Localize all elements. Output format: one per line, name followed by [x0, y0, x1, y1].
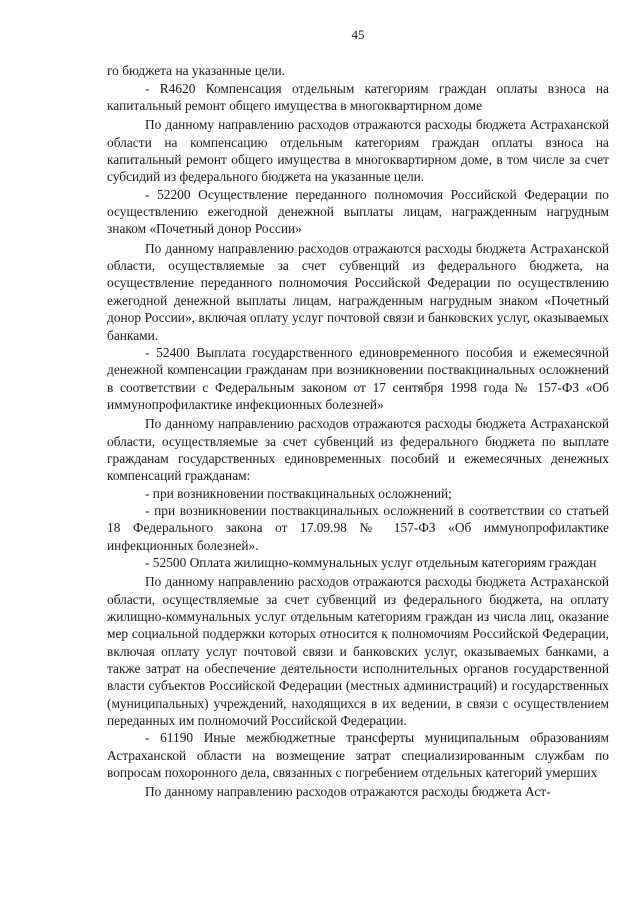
paragraph-body-r4620: По данному направлению расходов отражаются расходы бюджета Астраханской области на компенсацию отдельным категориям граждан оплаты взноса на капитальный ремонт общего имущества в многоквартирном доме, в том числе за счет субсидий из федерального бюджета на указанные цели.	[107, 117, 609, 185]
paragraph-heading-52500: - 52500 Оплата жилищно-коммунальных услуг отдельным категориям граждан	[145, 554, 597, 570]
page-number: 45	[351, 27, 365, 42]
paragraph-heading-52400: - 52400 Выплата государственного единовременного пособия и ежемесячной денежной компенсации гражданам при возникновении поствакцинальных осложнений в соответствии с Федеральным законом от 17 сентября 1998 года № 157-ФЗ «Об иммунопрофилактике инфекционных болезней»	[107, 344, 609, 412]
paragraph-heading-61190: - 61190 Иные межбюджетные трансферты муниципальным образованиям Астраханской области на возмещение затрат специализированным службам по вопросам похоронного дела, связанных с погребением отдельных категорий умерших	[107, 730, 609, 781]
paragraph-heading-52200: - 52200 Осуществление переданного полномочия Российской Федерации по осуществлению ежегодной денежной выплаты лицам, награжденным нагрудным знаком «Почетный донор России»	[107, 186, 609, 237]
paragraph-body-52200: По данному направлению расходов отражаются расходы бюджета Астраханской области, осуществляемые за счет субвенций из федерального бюджета, на осуществление переданного полномочия Российской Федерации по осуществлению ежегодной денежной выплаты лицам, награжденным нагрудным знаком «Почетный донор России», включая оплату услуг почтовой связи и банковских услуг, оказываемых банками.	[107, 240, 609, 343]
paragraph-list-item-2: - при возникновении поствакцинальных осложнений в соответствии со статьей 18 Федерального закона от 17.09.98 № 157-ФЗ «Об иммунопрофилактике инфекционных болезней».	[107, 502, 609, 553]
paragraph-heading-r4620: - R4620 Компенсация отдельным категориям граждан оплаты взноса на капитальный ремонт общего имущества в многоквартирном доме	[107, 80, 609, 114]
paragraph-continuation: го бюджета на указанные цели.	[107, 63, 286, 79]
paragraph-body-52500: По данному направлению расходов отражаются расходы бюджета Астраханской области, осуществляемые за счет субвенций из федерального бюджета, на оплату жилищно-коммунальных услуг отдельным категориям граждан из числа лиц, оказание мер социальной поддержки которых относится к полномочиям Российской Федерации, включая оплату услуг почтовой связи и банковских услуг, оказываемых банками, а также затрат на обеспечение деятельности исполнительных органов государственной власти субъектов Российской Федерации (местных администраций) и государственных (муниципальных) учреждений, находящихся в их ведении, в связи с осуществлением переданных им полномочий Российской Федерации.	[107, 574, 609, 729]
paragraph-body-61190: По данному направлению расходов отражаются расходы бюджета Аст-	[145, 784, 551, 800]
document-page	[107, 26, 609, 801]
paragraph-body-52400: По данному направлению расходов отражаются расходы бюджета Астраханской области, осуществляемые за счет субвенций из федерального бюджета по выплате гражданам государственных единовременных пособий и ежемесячных денежных компенсаций гражданам:	[107, 416, 609, 484]
paragraph-list-item-1: - при возникновении поствакцинальных осложнений;	[145, 485, 452, 501]
